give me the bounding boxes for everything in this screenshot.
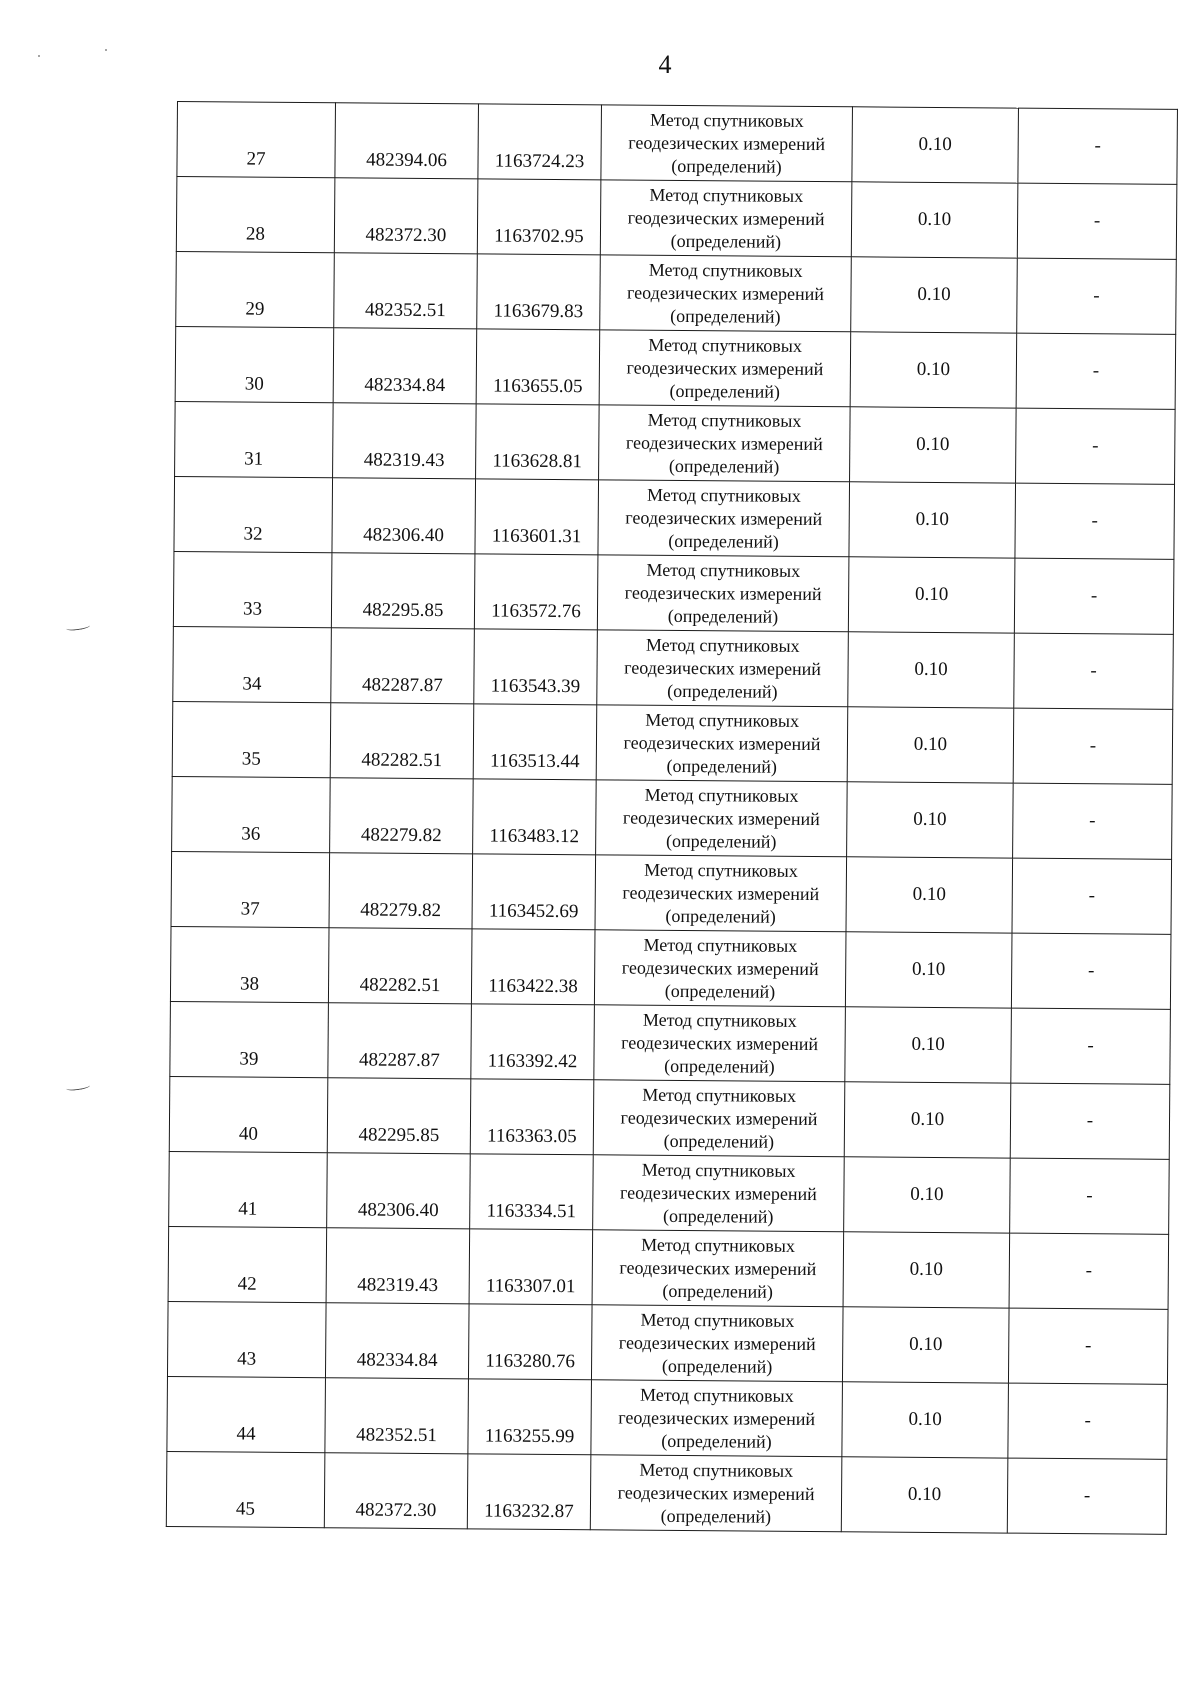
- description-cell: -: [1011, 933, 1171, 1009]
- coordinate-x-cell: 482295.85: [331, 553, 475, 629]
- method-cell: Метод спутниковых геодезических измерений (определений): [597, 555, 849, 632]
- description-cell: -: [1014, 558, 1174, 634]
- description-cell: -: [1010, 1158, 1170, 1234]
- method-cell: Метод спутниковых геодезических измерений (определений): [600, 180, 852, 257]
- point-number-cell: 32: [174, 476, 333, 552]
- description-cell: -: [1013, 783, 1173, 859]
- coordinate-x-cell: 482352.51: [334, 253, 478, 329]
- point-number-cell: 31: [175, 401, 334, 477]
- point-number-cell: 41: [169, 1151, 328, 1227]
- point-number-cell: 42: [168, 1226, 327, 1302]
- description-cell: -: [1017, 258, 1177, 334]
- coordinate-y-cell: 1163702.95: [477, 179, 601, 255]
- accuracy-cell: 0.10: [848, 632, 1015, 708]
- table-row: [175, 401, 1176, 484]
- description-cell: -: [1012, 858, 1172, 934]
- point-number-cell: 27: [177, 102, 336, 178]
- accuracy-cell: 0.10: [842, 1382, 1009, 1458]
- method-cell: Метод спутниковых геодезических измерений (определений): [590, 1455, 842, 1532]
- table-body: [166, 102, 1177, 1535]
- coordinate-x-cell: 482282.51: [330, 703, 474, 779]
- table-row: [168, 1226, 1169, 1309]
- table-row: [167, 1376, 1168, 1459]
- coordinate-y-cell: 1163422.38: [471, 929, 595, 1005]
- accuracy-cell: 0.10: [846, 857, 1013, 933]
- table-row: [167, 1301, 1168, 1384]
- coordinate-y-cell: 1163572.76: [474, 554, 598, 630]
- description-cell: -: [1008, 1308, 1168, 1384]
- table-row: [174, 476, 1175, 559]
- table-row: [169, 1076, 1170, 1159]
- coordinate-y-cell: 1163232.87: [467, 1454, 591, 1530]
- coordinate-x-cell: 482372.30: [334, 178, 478, 254]
- point-number-cell: 34: [173, 626, 332, 702]
- description-cell: -: [1015, 483, 1175, 559]
- table-row: [176, 177, 1177, 260]
- coordinate-x-cell: 482279.82: [330, 778, 474, 854]
- method-cell: Метод спутниковых геодезических измерений (определений): [598, 480, 850, 557]
- table-row: [176, 251, 1177, 334]
- table-row: [172, 776, 1173, 859]
- point-number-cell: 39: [170, 1001, 329, 1077]
- description-cell: -: [1014, 633, 1174, 709]
- point-number-cell: 38: [170, 926, 329, 1002]
- table-row: [166, 1451, 1167, 1534]
- coordinate-y-cell: 1163724.23: [478, 104, 602, 180]
- scan-speck: [38, 55, 40, 57]
- coordinate-y-cell: 1163363.05: [470, 1079, 594, 1155]
- coordinate-x-cell: 482334.84: [325, 1303, 469, 1379]
- accuracy-cell: 0.10: [845, 932, 1012, 1008]
- method-cell: Метод спутниковых геодезических измерений (определений): [591, 1305, 843, 1382]
- method-cell: Метод спутниковых геодезических измерений (определений): [592, 1230, 844, 1307]
- accuracy-cell: 0.10: [841, 1457, 1008, 1533]
- accuracy-cell: 0.10: [844, 1082, 1011, 1158]
- method-cell: Метод спутниковых геодезических измерений (определений): [599, 330, 851, 407]
- coordinate-x-cell: 482282.51: [328, 928, 472, 1004]
- coordinate-x-cell: 482394.06: [335, 103, 479, 179]
- method-cell: Метод спутниковых геодезических измерений (определений): [594, 1005, 846, 1082]
- coordinate-y-cell: 1163655.05: [476, 329, 600, 405]
- accuracy-cell: 0.10: [843, 1232, 1010, 1308]
- method-cell: Метод спутниковых геодезических измерений (определений): [600, 255, 852, 332]
- description-cell: -: [1009, 1233, 1169, 1309]
- point-number-cell: 30: [175, 326, 334, 402]
- method-cell: Метод спутниковых геодезических измерений (определений): [599, 405, 851, 482]
- accuracy-cell: 0.10: [850, 332, 1017, 408]
- accuracy-cell: 0.10: [850, 407, 1017, 483]
- point-number-cell: 37: [171, 851, 330, 927]
- coordinate-y-cell: 1163628.81: [476, 404, 600, 480]
- description-cell: -: [1010, 1083, 1170, 1159]
- point-number-cell: 36: [172, 776, 331, 852]
- point-number-cell: 45: [166, 1451, 325, 1527]
- coordinate-y-cell: 1163513.44: [473, 704, 597, 780]
- table-row: [169, 1151, 1170, 1234]
- coordinate-y-cell: 1163483.12: [473, 779, 597, 855]
- description-cell: -: [1017, 183, 1177, 259]
- description-cell: -: [1013, 708, 1173, 784]
- coordinate-x-cell: 482319.43: [326, 1228, 470, 1304]
- description-cell: -: [1011, 1008, 1171, 1084]
- description-cell: -: [1008, 1383, 1168, 1459]
- method-cell: Метод спутниковых геодезических измерений (определений): [593, 1155, 845, 1232]
- table-row: [177, 102, 1178, 185]
- coordinate-x-cell: 482295.85: [327, 1078, 471, 1154]
- table-row: [171, 851, 1172, 934]
- coordinate-y-cell: 1163601.31: [475, 479, 599, 555]
- coordinate-y-cell: 1163307.01: [469, 1229, 593, 1305]
- method-cell: Метод спутниковых геодезических измерений (определений): [593, 1080, 845, 1157]
- accuracy-cell: 0.10: [845, 1007, 1012, 1083]
- description-cell: -: [1016, 408, 1176, 484]
- coordinate-x-cell: 482319.43: [333, 403, 477, 479]
- accuracy-cell: 0.10: [842, 1307, 1009, 1383]
- coordinate-y-cell: 1163452.69: [472, 854, 596, 930]
- method-cell: Метод спутниковых геодезических измерений (определений): [596, 780, 848, 857]
- method-cell: Метод спутниковых геодезических измерений (определений): [597, 630, 849, 707]
- point-number-cell: 28: [176, 177, 335, 253]
- point-number-cell: 29: [176, 251, 335, 327]
- method-cell: Метод спутниковых геодезических измерений (определений): [594, 930, 846, 1007]
- method-cell: Метод спутниковых геодезических измерений (определений): [595, 855, 847, 932]
- method-cell: Метод спутниковых геодезических измерений (определений): [591, 1380, 843, 1457]
- coordinate-x-cell: 482306.40: [327, 1153, 471, 1229]
- method-cell: Метод спутниковых геодезических измерений (определений): [596, 705, 848, 782]
- point-number-cell: 44: [167, 1376, 326, 1452]
- scan-mark: [66, 1082, 91, 1091]
- point-number-cell: 40: [169, 1076, 328, 1152]
- accuracy-cell: 0.10: [847, 707, 1014, 783]
- accuracy-cell: 0.10: [848, 557, 1015, 633]
- coordinates-table: [166, 101, 1178, 1535]
- coordinate-x-cell: 482279.82: [329, 853, 473, 929]
- scan-speck: [105, 49, 107, 51]
- table-row: [173, 551, 1174, 634]
- coordinate-y-cell: 1163255.99: [468, 1379, 592, 1455]
- description-cell: -: [1018, 108, 1178, 184]
- table-row: [175, 326, 1176, 409]
- accuracy-cell: 0.10: [844, 1157, 1011, 1233]
- point-number-cell: 35: [172, 701, 331, 777]
- coordinate-y-cell: 1163334.51: [470, 1154, 594, 1230]
- coordinate-y-cell: 1163543.39: [474, 629, 598, 705]
- method-cell: Метод спутниковых геодезических измерений (определений): [601, 105, 853, 182]
- point-number-cell: 43: [167, 1301, 326, 1377]
- coordinate-y-cell: 1163280.76: [468, 1304, 592, 1380]
- accuracy-cell: 0.10: [851, 257, 1018, 333]
- coordinate-x-cell: 482334.84: [333, 328, 477, 404]
- scan-mark: [66, 622, 91, 631]
- table-row: [173, 626, 1174, 709]
- accuracy-cell: 0.10: [847, 782, 1014, 858]
- coordinate-y-cell: 1163679.83: [477, 254, 601, 330]
- point-number-cell: 33: [173, 551, 332, 627]
- accuracy-cell: 0.10: [851, 182, 1018, 258]
- description-cell: -: [1016, 333, 1176, 409]
- description-cell: -: [1007, 1458, 1167, 1534]
- page-number: 4: [658, 50, 672, 79]
- table-row: [170, 1001, 1171, 1084]
- coordinate-x-cell: 482287.87: [331, 628, 475, 704]
- table-row: [170, 926, 1171, 1009]
- accuracy-cell: 0.10: [852, 107, 1019, 183]
- coordinate-y-cell: 1163392.42: [471, 1004, 595, 1080]
- table-row: [172, 701, 1173, 784]
- coordinate-x-cell: 482352.51: [325, 1378, 469, 1454]
- coordinate-x-cell: 482372.30: [324, 1453, 468, 1529]
- coordinate-x-cell: 482306.40: [332, 478, 476, 554]
- coordinate-x-cell: 482287.87: [328, 1003, 472, 1079]
- accuracy-cell: 0.10: [849, 482, 1016, 558]
